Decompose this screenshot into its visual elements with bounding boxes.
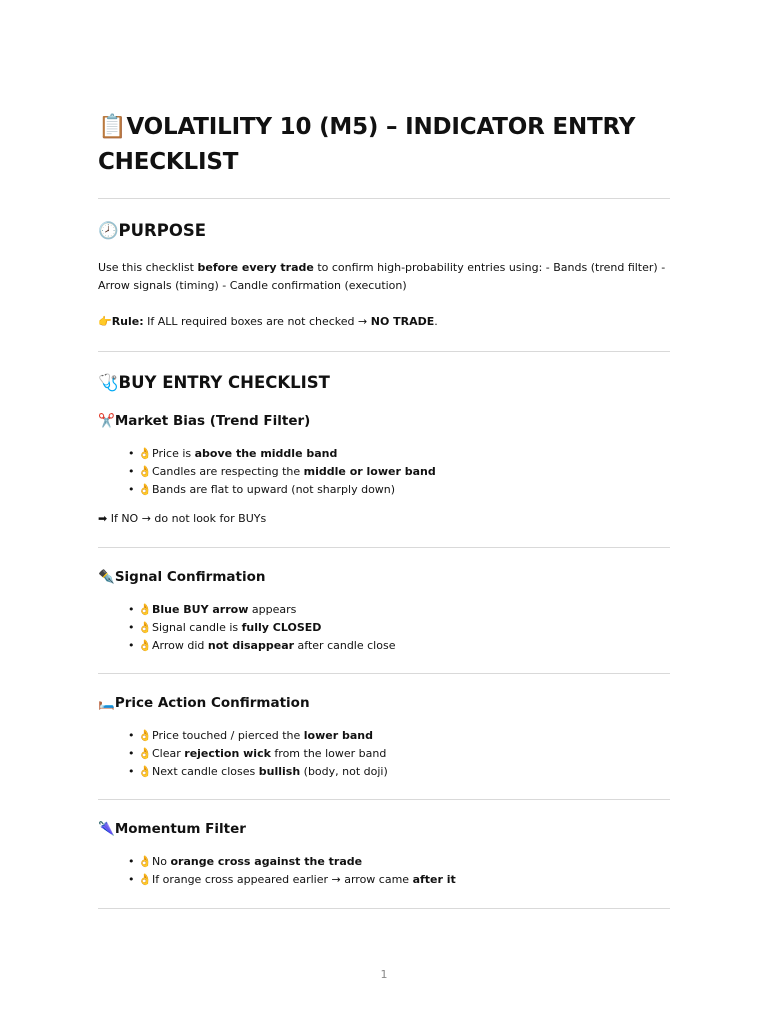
list-item: • 👌If orange cross appeared earlier → arrow came after it [128,871,456,889]
divider [98,799,670,800]
ok-hand-icon: 👌 [138,765,152,778]
ok-hand-icon: 👌 [138,603,152,616]
ok-hand-icon: 👌 [138,855,152,868]
list-item: • 👌Price is above the middle band [128,445,436,463]
ok-hand-icon: 👌 [138,447,152,460]
buy-checklist-heading: 🩺BUY ENTRY CHECKLIST [98,373,330,392]
page-title [98,110,670,180]
divider [98,547,670,548]
divider [98,673,670,674]
bed-icon: 🛏️ [98,695,115,711]
divider [98,908,670,909]
list-item: • 👌Arrow did not disappear after candle close [128,637,395,655]
checklist-signal-confirmation [128,601,395,655]
divider [98,351,670,352]
list-item: • 👌Candles are respecting the middle or lower band [128,463,436,481]
checklist-market-bias [128,445,436,499]
stethoscope-icon: 🩺 [98,373,119,392]
clipboard-icon: 📋 [98,114,127,140]
ok-hand-icon: 👌 [138,465,152,478]
page-number: 1 [380,968,388,981]
checklist-momentum-filter [128,853,456,889]
ok-hand-icon: 👌 [138,729,152,742]
section-heading-momentum-filter: 🌂Momentum Filter [98,821,246,837]
purpose-paragraph: Use this checklist before every trade to confirm high-probability entries using: - Bands (trend filter) - Arrow signals (timing) - Candle confirmation (execution) [98,261,666,292]
scissors-icon: ✂️ [98,413,115,429]
list-item: • 👌Blue BUY arrow appears [128,601,395,619]
purpose-heading: 🕗PURPOSE [98,221,207,240]
section-heading-price-action: 🛏️Price Action Confirmation [98,695,310,711]
list-item: • 👌Clear rejection wick from the lower band [128,745,388,763]
divider [98,198,670,199]
ok-hand-icon: 👌 [138,639,152,652]
list-item: • 👌Bands are flat to upward (not sharply down) [128,481,436,499]
pointing-hand-icon: 👉 [98,315,112,328]
ok-hand-icon: 👌 [138,621,152,634]
market-bias-note: ➡ If NO → do not look for BUYs [98,510,670,528]
list-item: • 👌Price touched / pierced the lower band [128,727,388,745]
right-arrow-icon: ➡ [98,512,108,525]
rule-line: 👉Rule: If ALL required boxes are not checked → NO TRADE. [98,313,670,331]
pen-icon: ✒️ [98,569,115,585]
ok-hand-icon: 👌 [138,747,152,760]
section-heading-market-bias: ✂️Market Bias (Trend Filter) [98,413,311,429]
list-item: • 👌No orange cross against the trade [128,853,456,871]
umbrella-icon: 🌂 [98,821,115,837]
list-item: • 👌Signal candle is fully CLOSED [128,619,395,637]
list-item: • 👌Next candle closes bullish (body, not doji) [128,763,388,781]
ok-hand-icon: 👌 [138,873,152,886]
section-heading-signal-confirmation: ✒️Signal Confirmation [98,569,266,585]
ok-hand-icon: 👌 [138,483,152,496]
page-title-text: VOLATILITY 10 (M5) – INDICATOR ENTRY CHECKLIST [98,114,636,175]
clock-icon: 🕗 [98,221,119,240]
checklist-price-action [128,727,388,781]
